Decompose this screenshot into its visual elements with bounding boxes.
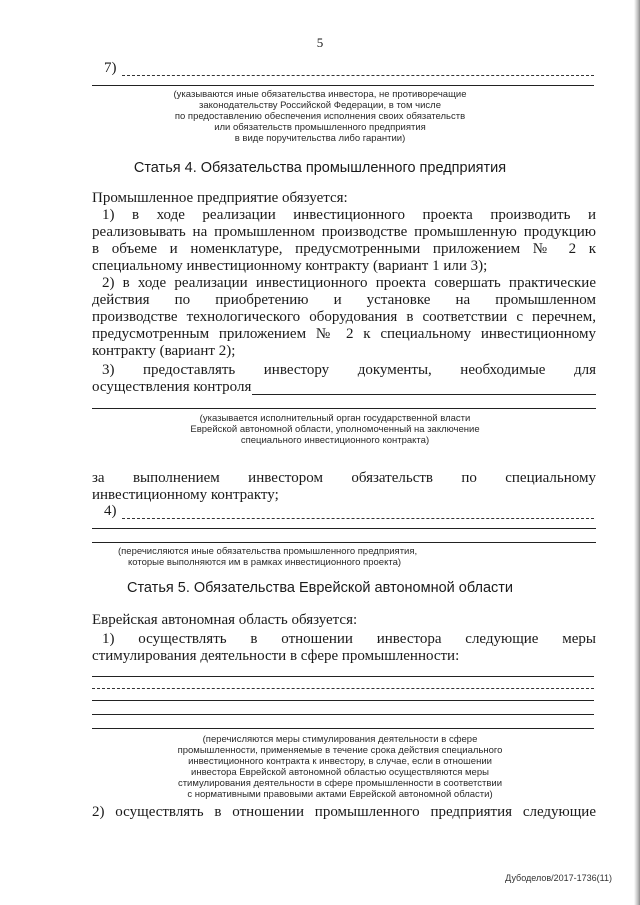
para-line: инвестиционному контракту;	[92, 487, 279, 503]
para-line: стимулирования деятельности в сфере промышленности:	[92, 648, 460, 664]
authority-rule	[92, 408, 596, 409]
para-line: в объеме и номенклатуре, предусмотренными приложением № 2 к	[92, 241, 596, 257]
note-line: (указывается исполнительный орган государственной власти	[199, 413, 471, 424]
note-measures	[150, 734, 530, 800]
para-line: осуществления контроля	[92, 379, 252, 395]
note-authority	[170, 413, 500, 446]
note-line: (перечисляются меры стимулирования деятельности в сфере	[202, 734, 478, 745]
para-line: 3) предоставлять инвестору документы, необходимые для	[102, 362, 596, 378]
para-line: реализовывать на промышленном производстве промышленную продукцию	[92, 224, 596, 240]
item-4-rule-1	[92, 528, 596, 529]
article-4-para-3-cont	[92, 470, 596, 504]
article-4-para-1	[92, 207, 596, 275]
note-line: инвестиционного контракта к инвестору, в случае, если в отношении	[188, 756, 492, 767]
para-line: контракту (вариант 2);	[92, 343, 236, 359]
measures-rule-2	[92, 688, 594, 689]
note-line: Еврейской автономной области, уполномоченный на заключение	[190, 424, 480, 435]
article-4-title-text: Статья 4. Обязательства промышленного предприятия	[133, 160, 507, 176]
note-line: промышленности, применяемые в течение срока действия специального	[177, 745, 503, 756]
para-line: 1) осуществлять в отношении инвестора следующие меры	[102, 631, 596, 647]
measures-rule-1	[92, 676, 594, 677]
note-line: в виде поручительства либо гарантии)	[234, 133, 406, 144]
article-4-para-3	[92, 362, 596, 396]
scan-edge-shadow	[634, 0, 640, 905]
article-4-title	[0, 160, 640, 177]
note-line: (перечисляются иные обязательства промышленного предприятия,	[118, 546, 418, 557]
control-fill-line	[252, 394, 596, 395]
note-enterprise	[118, 546, 417, 568]
footer-code: Дубоделов/2017-1736(11)	[505, 873, 612, 883]
article-4-para-2	[92, 275, 596, 360]
para-line: предусмотренным приложением № 2 к специальному инвестиционному	[92, 326, 596, 342]
para-line: действия по приобретению и установке на промышленном	[92, 292, 596, 308]
item-4-fill-line	[122, 518, 594, 519]
article-5-title	[0, 580, 640, 597]
item-7-label: 7)	[104, 60, 117, 76]
note-line: законодательству Российской Федерации, в том числе	[199, 100, 441, 111]
measures-rule-4	[92, 714, 594, 715]
note-line: или обязательств промышленного предприятия	[214, 122, 426, 133]
para-line: 2) в ходе реализации инвестиционного проекта совершать практические	[102, 275, 596, 291]
note-line: специального инвестиционного контракта)	[240, 435, 430, 446]
article-5-para-1	[92, 631, 596, 665]
para-line: 2) осуществлять в отношении промышленного предприятия следующие	[92, 804, 596, 820]
page-number	[0, 34, 640, 51]
item-4-label: 4)	[104, 503, 117, 519]
item-7-rule	[92, 85, 594, 86]
note-investor	[170, 89, 470, 144]
para-line: за выполнением инвестором обязательств по специальному	[92, 470, 596, 486]
note-line: с нормативными правовыми актами Еврейской автономной области)	[187, 789, 493, 800]
note-line: (указываются иные обязательства инвестора, не противоречащие	[173, 89, 467, 100]
note-line: инвестора Еврейской автономной областью осуществляются меры	[191, 767, 489, 778]
para-line: специальному инвестиционному контракту (вариант 1 или 3);	[92, 258, 488, 274]
article-5-title-text: Статья 5. Обязательства Еврейской автономной области	[126, 580, 514, 596]
note-line: по предоставлению обеспечения исполнения своих обязательств	[174, 111, 466, 122]
page-number-text: 5	[316, 35, 324, 50]
measures-rule-5	[92, 728, 594, 729]
measures-rule-3	[92, 700, 594, 701]
item-4-rule-2	[92, 542, 596, 543]
article-5-para-2	[92, 804, 596, 821]
para-line: 1) в ходе реализации инвестиционного проекта производить и	[102, 207, 596, 223]
para-line: производстве технологического оборудования в соответствии с перечнем,	[92, 309, 596, 325]
article-4-intro: Промышленное предприятие обязуется:	[92, 190, 348, 206]
note-line: стимулирования деятельности в сфере промышленности в соответствии	[177, 778, 503, 789]
note-line: которые выполняются им в рамках инвестиционного проекта)	[128, 557, 402, 568]
item-7-fill-line	[122, 75, 594, 76]
article-5-intro: Еврейская автономная область обязуется:	[92, 612, 358, 628]
